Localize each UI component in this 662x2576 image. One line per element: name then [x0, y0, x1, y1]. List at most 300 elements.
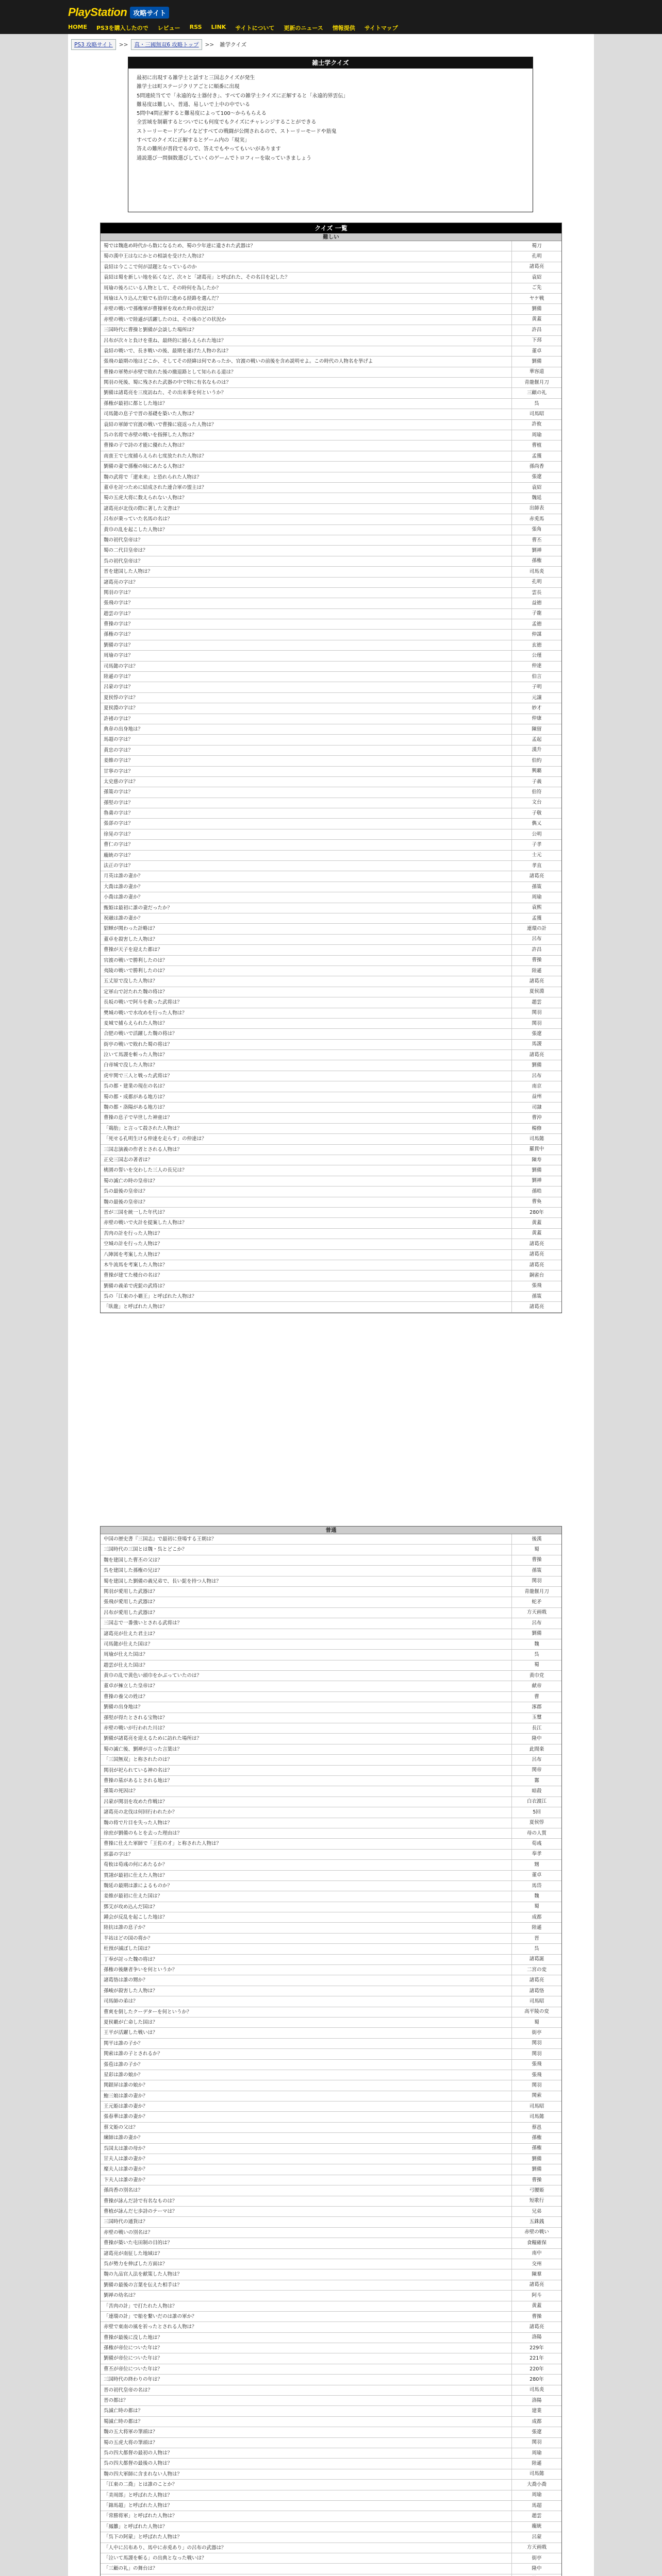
quiz-row [101, 2154, 561, 2164]
quiz-answer: 黄蓋 [532, 1220, 542, 1226]
quiz-question: 呂布が愛用した武器は？ [101, 1608, 512, 1618]
quiz-table-title: クイズ 一覧 [101, 223, 561, 233]
quiz-answer: 華容道 [529, 369, 544, 375]
nav-link-0[interactable]: HOME [68, 24, 88, 30]
quiz-answer: 儁乂 [532, 821, 542, 827]
quiz-row [101, 2196, 561, 2207]
quiz-row [101, 1860, 561, 1870]
quiz-row [101, 2427, 561, 2437]
quiz-row [101, 567, 561, 577]
quiz-row [101, 2269, 561, 2280]
quiz-row [101, 1577, 561, 1587]
quiz-question: 「人中に呂布あり、馬中に赤兎あり」の呂布の武器は？ [101, 2543, 512, 2553]
quiz-row [101, 1113, 561, 1123]
quiz-row [101, 2112, 561, 2122]
quiz-question: 周瑜は入り込んだ船でも沿岸に進める経路を選んだ？ [101, 294, 512, 303]
quiz-row [101, 892, 561, 903]
intro-line: 難易度は難しい、普通、易しいで上中の中でいる [137, 101, 250, 108]
quiz-answer: 荀彧 [532, 1841, 542, 1847]
quiz-answer: ご先 [532, 285, 542, 291]
quiz-row [101, 1124, 561, 1134]
quiz-answer: 母の人質 [526, 1830, 547, 1836]
nav-link-8[interactable]: サイトマップ [364, 25, 398, 31]
quiz-question: 南蛮王で七度捕らえられ七度放たれた人物は？ [101, 451, 512, 461]
quiz-answer: 連環の計 [526, 926, 547, 932]
quiz-answer: 黄蓋 [532, 1230, 542, 1236]
quiz-question: 羊祜はどの国の将か？ [101, 1934, 512, 1943]
quiz-question: 呉の都・建業の現在の名は？ [101, 1081, 512, 1091]
quiz-answer: 公瑾 [532, 652, 542, 658]
quiz-row [101, 336, 561, 346]
quiz-question: 周瑜の後ろにいる人物として、その時何を為したか？ [101, 283, 512, 293]
quiz-question: 晋の初代皇帝の名は？ [101, 2385, 512, 2395]
quiz-row [101, 598, 561, 608]
quiz-question: 苦肉の計を行った人物は？ [101, 1229, 512, 1239]
quiz-question: 司馬懿の息子で晋の基礎を築いた人物は？ [101, 409, 512, 419]
quiz-row [101, 2448, 561, 2459]
quiz-row [101, 819, 561, 829]
quiz-question: 赤壁の戦いで孫権軍が曹操軍を攻めた時の状況は？ [101, 304, 512, 314]
quiz-question: 典韋の出身地は？ [101, 724, 512, 734]
quiz-answer: 孫策 [532, 1293, 542, 1299]
quiz-row [101, 1650, 561, 1660]
quiz-answer: 陳羣 [532, 2272, 542, 2278]
quiz-answer: 銅雀台 [529, 1272, 544, 1278]
quiz-question: 曹操が建てた楼台の名は？ [101, 1270, 512, 1280]
quiz-question: 張苞は誰の子か？ [101, 2060, 512, 2070]
quiz-question: 司馬師の弟は？ [101, 1996, 512, 2006]
quiz-row [101, 1660, 561, 1671]
quiz-question: 王元姫は誰の妻か？ [101, 2102, 512, 2111]
quiz-row [101, 2322, 561, 2332]
quiz-question: 呉の初代皇帝は？ [101, 556, 512, 566]
quiz-question: 劉備の最後の言葉を伝えた相手は？ [101, 2280, 512, 2290]
quiz-answer: 方天画戟 [526, 1609, 547, 1616]
quiz-question: 蜀の滅亡の時の皇帝は？ [101, 1176, 512, 1186]
quiz-row [101, 1766, 561, 1776]
quiz-question: 魏の最後の皇帝は？ [101, 1197, 512, 1207]
quiz-answer: 許昌 [532, 327, 542, 333]
quiz-answer: 劉備 [532, 1062, 542, 1069]
quiz-question: 諸葛亮が仕えた君主は？ [101, 1629, 512, 1639]
quiz-question: 曹操が天子を迎えた都は？ [101, 945, 512, 955]
quiz-row [101, 2280, 561, 2291]
quiz-answer: 司馬懿 [529, 2471, 544, 2477]
quiz-row [101, 976, 561, 987]
quiz-answer: 夏侯惇 [529, 1820, 544, 1826]
quiz-row [101, 1639, 561, 1650]
quiz-answer: 夏侯淵 [529, 989, 544, 995]
quiz-row [101, 756, 561, 766]
quiz-answer: 洛陽 [532, 2397, 542, 2403]
quiz-answer: 司馬昭 [529, 411, 544, 417]
quiz-row [101, 777, 561, 787]
quiz-answer: 司馬懿 [529, 2114, 544, 2120]
quiz-answer: 甥 [534, 1861, 539, 1868]
quiz-question: 陸抗は誰の息子か？ [101, 1923, 512, 1933]
quiz-row [101, 2060, 561, 2070]
quiz-answer: 張遼 [532, 1031, 542, 1037]
intro-line: 答えの難所が普段でるので、答えでもやってもいいがあります [137, 146, 281, 152]
quiz-answer: 諸葛亮 [529, 264, 544, 270]
quiz-answer: 陳寿 [532, 1157, 542, 1163]
quiz-row [101, 651, 561, 661]
quiz-row [101, 745, 561, 756]
quiz-answer: 曹操 [532, 957, 542, 963]
quiz-answer: 文台 [532, 800, 542, 806]
quiz-row [101, 956, 561, 966]
quiz-answer: 周瑜 [532, 432, 542, 438]
quiz-row [101, 1934, 561, 1944]
quiz-answer: 此間楽 [529, 1746, 544, 1752]
quiz-row [101, 693, 561, 703]
quiz-answer: 280年 [529, 1209, 544, 1215]
quiz-question: 曹操の軍勢が赤壁で敗れた後の撤退路として知られる道は？ [101, 367, 512, 377]
quiz-row [101, 1302, 561, 1312]
quiz-row [101, 1250, 561, 1260]
quiz-row [101, 283, 561, 294]
quiz-question: 張飛の字は？ [101, 598, 512, 608]
quiz-answer: 隆中 [532, 2565, 542, 2571]
quiz-answer: 洛陽 [532, 2334, 542, 2341]
quiz-question: 蜀の五虎大将の筆頭は？ [101, 2438, 512, 2448]
quiz-question: 張春華は誰の妻か？ [101, 2112, 512, 2122]
quiz-question: 関平は誰の子か？ [101, 2039, 512, 2048]
quiz-answer: 晋 [534, 1935, 539, 1941]
intro-line: 通説選び一問個数選びしていくのゲームでトロフィーを取っていきましょう [137, 155, 311, 161]
quiz-answer: 関羽 [532, 2050, 542, 2057]
quiz-answer: 張飛 [532, 2072, 542, 2078]
site-header [0, 0, 662, 34]
quiz-row [101, 2312, 561, 2322]
quiz-row [101, 851, 561, 861]
quiz-row [101, 472, 561, 483]
breadcrumb-item[interactable]: 真・三國無双6 攻略トップ [131, 39, 202, 50]
quiz-question: 「臥龍」と呼ばれた人物は？ [101, 1302, 512, 1312]
quiz-question: 袁紹は蜀を新しい地を拓くなど、次々と「諸葛亮」と呼ばれた、その名目を記した？ [101, 273, 512, 282]
quiz-row [101, 997, 561, 1008]
quiz-question: 月英は誰の妻か？ [101, 871, 512, 881]
quiz-question: 黄忠の字は？ [101, 745, 512, 755]
quiz-answer: 袁紹 [532, 484, 542, 490]
quiz-answer: 張遼 [532, 2429, 542, 2435]
quiz-question: 劉備が諸葛亮を迎えるために訪れた場所は？ [101, 1734, 512, 1743]
quiz-answer: 張飛 [532, 2061, 542, 2067]
quiz-row [101, 1208, 561, 1218]
quiz-answer: 曹植 [532, 443, 542, 449]
quiz-question: 曹操の子で詩の才能に優れた人物は？ [101, 440, 512, 450]
quiz-row [101, 2123, 561, 2133]
quiz-row [101, 483, 561, 493]
quiz-row [101, 1986, 561, 1996]
quiz-answer: 青龍偃月刀 [524, 1588, 549, 1595]
quiz-question: 木牛流馬を考案した人物は？ [101, 1260, 512, 1270]
quiz-row [101, 514, 561, 524]
intro-line: 雑学士は町ステージクリアごとに順番に出現 [137, 84, 240, 90]
quiz-question: 趙雲の字は？ [101, 609, 512, 619]
quiz-answer: 五銖銭 [529, 2219, 544, 2225]
quiz-answer: 関帝 [532, 1767, 542, 1773]
quiz-question: 蜀では魏進め時代から数になるため、蜀の少年達に遺された武器は？ [101, 241, 512, 251]
quiz-table-hard [100, 223, 562, 1313]
quiz-question: 呂蒙の字は？ [101, 682, 512, 692]
quiz-answer: 曹沖 [532, 1115, 542, 1121]
quiz-row [101, 1029, 561, 1039]
nav-link-3[interactable]: RSS [189, 24, 202, 30]
quiz-question: 周瑜の字は？ [101, 651, 512, 660]
quiz-row [101, 1912, 561, 1923]
quiz-question: 「鳳雛」と呼ばれた人物は？ [101, 2522, 512, 2532]
quiz-row [101, 451, 561, 462]
quiz-answer: 陸遜 [532, 1925, 542, 1931]
quiz-row [101, 724, 561, 735]
quiz-question: 「錦馬超」と呼ばれた人物は？ [101, 2501, 512, 2511]
main-nav [68, 24, 398, 32]
quiz-answer: 仲謀 [532, 632, 542, 638]
quiz-row [101, 1260, 561, 1270]
quiz-question: 曹操の墓があるとされる地は？ [101, 1776, 512, 1786]
quiz-answer: 関羽 [532, 2439, 542, 2446]
quiz-question: 曹丕が帝位についた年は？ [101, 2364, 512, 2374]
quiz-question: 魏の初代皇帝は？ [101, 535, 512, 545]
quiz-answer: 袁紹 [532, 274, 542, 280]
quiz-row [101, 1891, 561, 1902]
quiz-answer: 曹操 [532, 2313, 542, 2319]
nav-link-7[interactable]: 情報提供 [332, 25, 355, 31]
quiz-question: 小喬は誰の妻か？ [101, 892, 512, 902]
quiz-answer: 短歌行 [529, 2198, 544, 2204]
quiz-question: 五丈原で没した人物は？ [101, 976, 512, 986]
quiz-row [101, 2007, 561, 2018]
quiz-answer: 陳留 [532, 726, 542, 732]
quiz-question: 貂蝉が関わった計略は？ [101, 924, 512, 934]
nav-link-1[interactable]: PS3を購入したので [96, 25, 148, 31]
quiz-question: 関羽が愛用した武器は？ [101, 1587, 512, 1597]
quiz-question: 孫堅の字は？ [101, 798, 512, 808]
quiz-answer: 陸遜 [532, 968, 542, 974]
quiz-answer: 司馬懿 [529, 1136, 544, 1142]
quiz-row [101, 1818, 561, 1828]
quiz-question: 虎牢関で三人と戦った武将は？ [101, 1071, 512, 1081]
quiz-question: 赤壁の戦いで火計を提案した人物は？ [101, 1218, 512, 1228]
quiz-row [101, 2532, 561, 2543]
quiz-answer: 229年 [529, 2345, 544, 2351]
quiz-answer: 益徳 [532, 600, 542, 606]
quiz-answer: 二宮の変 [526, 1967, 547, 1973]
quiz-answer: 青龍偃月刀 [524, 379, 549, 385]
quiz-answer: 暗殺 [532, 1788, 542, 1794]
quiz-answer: 玄徳 [532, 642, 542, 648]
quiz-answer: 弓腰姫 [529, 2187, 544, 2193]
quiz-answer: 三顧の礼 [526, 390, 547, 396]
quiz-rows [101, 1534, 561, 2576]
quiz-answer: 黄巾党 [529, 1672, 544, 1679]
quiz-row [101, 2249, 561, 2259]
quiz-row [101, 1734, 561, 1744]
quiz-question: 劉備は諸葛亮を三度訪ねた、その出来事を何というか？ [101, 388, 512, 398]
quiz-row [101, 2207, 561, 2217]
quiz-question: 白帝城で没した人物は？ [101, 1060, 512, 1070]
quiz-answer: 蜀 [534, 1904, 539, 1910]
quiz-answer: 221年 [529, 2355, 544, 2362]
quiz-question: 樊城の戦いで水攻めを行った人物は？ [101, 1008, 512, 1018]
quiz-row [101, 504, 561, 514]
quiz-answer: 劉備 [532, 306, 542, 312]
quiz-answer: ヤケ戦 [529, 295, 544, 301]
quiz-question: 呉の四大都督の最後の人物は？ [101, 2459, 512, 2468]
breadcrumb-item[interactable]: PS3 攻略サイト [71, 39, 116, 50]
quiz-row [101, 2301, 561, 2312]
nav-link-4[interactable]: LINK [211, 24, 226, 30]
quiz-question: 「常勝将軍」と呼ばれた人物は？ [101, 2511, 512, 2521]
quiz-row [101, 861, 561, 871]
quiz-answer: 蜀刀 [532, 243, 542, 249]
quiz-answer: 張飛 [532, 1283, 542, 1289]
quiz-answer: 高平陵の変 [524, 2009, 549, 2015]
quiz-answer: 孟起 [532, 737, 542, 743]
quiz-row [101, 556, 561, 567]
quiz-question: 龐統の字は？ [101, 851, 512, 860]
breadcrumb-separator: >> [205, 41, 214, 48]
quiz-answer: 阿斗 [532, 2292, 542, 2298]
quiz-question: 蜀の五虎大将に数えられない人物は？ [101, 493, 512, 503]
quiz-row [101, 1839, 561, 1849]
quiz-question: 三国志で一番強いとされる武将は？ [101, 1618, 512, 1628]
quiz-answer: 雲長 [532, 589, 542, 596]
quiz-answer: 涿郡 [532, 1704, 542, 1710]
quiz-question: 徐庶が劉備のもとを去った理由は？ [101, 1828, 512, 1838]
quiz-row [101, 1292, 561, 1302]
quiz-answer: 諸葛誕 [529, 1956, 544, 1962]
quiz-question: 「三顧の礼」の舞台は？ [101, 2564, 512, 2573]
quiz-answer: 公明 [532, 831, 542, 837]
quiz-answer: 孫尚香 [529, 463, 544, 469]
quiz-row [101, 829, 561, 840]
intro-line: 全雲域を制覇するとついでにも何度でもクイズにチャレンジすることができる [137, 120, 317, 126]
quiz-answer: 仲康 [532, 716, 542, 722]
quiz-row [101, 2343, 561, 2353]
quiz-question: 曹爽を倒したクーデターを何というか？ [101, 2007, 512, 2017]
quiz-row [101, 325, 561, 335]
quiz-answer: 伯符 [532, 789, 542, 795]
quiz-question: 魏の将で片目を失った人物は？ [101, 1818, 512, 1828]
quiz-question: 合肥の戦いで活躍した魏の将は？ [101, 1029, 512, 1039]
breadcrumb [71, 39, 249, 50]
quiz-question: 「鶏肋」と言って殺された人物は？ [101, 1124, 512, 1133]
quiz-answer: 鄴 [534, 1777, 539, 1784]
quiz-answer: 周瑜 [532, 894, 542, 900]
quiz-row [101, 1755, 561, 1765]
nav-link-5[interactable]: サイトについて [235, 25, 275, 31]
quiz-answer: 馬岱 [532, 1883, 542, 1889]
quiz-question: 孫権が帝位についた年は？ [101, 2343, 512, 2353]
quiz-answer: 司馬炎 [529, 568, 544, 574]
quiz-answer: 子義 [532, 778, 542, 785]
quiz-answer: 魏 [534, 1641, 539, 1647]
quiz-row [101, 2080, 561, 2091]
site-logo[interactable] [68, 2, 169, 23]
quiz-row [101, 1165, 561, 1176]
quiz-question: 三国時代の終わりの年は？ [101, 2375, 512, 2384]
quiz-question: 司馬懿が仕えた国は？ [101, 1639, 512, 1649]
quiz-answer: 司隷 [532, 1104, 542, 1110]
quiz-row [101, 1176, 561, 1187]
quiz-row [101, 2511, 561, 2521]
quiz-answer: 楊修 [532, 1125, 542, 1131]
quiz-answer: 孟徳 [532, 621, 542, 627]
quiz-question: 法正の字は？ [101, 861, 512, 871]
quiz-answer: 興覇 [532, 768, 542, 774]
quiz-row [101, 273, 561, 283]
quiz-row [101, 1702, 561, 1713]
quiz-answer: 孫晧 [532, 1188, 542, 1194]
nav-link-2[interactable]: レビュー [157, 25, 180, 31]
quiz-row [101, 1692, 561, 1702]
quiz-answer: 馬謖 [532, 1041, 542, 1047]
quiz-question: 長坂の戦いで阿斗を救った武将は？ [101, 997, 512, 1007]
quiz-question: 諸葛亮が北伐の際に著した文書は？ [101, 504, 512, 514]
quiz-question: 董卓が擁立した皇帝は？ [101, 1681, 512, 1691]
quiz-answer: 赤兎馬 [529, 516, 544, 522]
quiz-row [101, 1902, 561, 1912]
quiz-row [101, 1618, 561, 1629]
quiz-answer: 蜀 [534, 2019, 539, 2025]
quiz-row [101, 2396, 561, 2406]
quiz-answer: 呉 [534, 400, 539, 406]
quiz-answer: 劉備 [532, 359, 542, 364]
breadcrumb-item: 雑学クイズ [220, 42, 247, 48]
quiz-answer: 呂布 [532, 1073, 542, 1079]
header-inner [68, 0, 594, 34]
quiz-answer: 曹操 [532, 2177, 542, 2183]
quiz-answer: 呂布 [532, 1756, 542, 1762]
quiz-answer: 子龍 [532, 611, 542, 617]
quiz-question: 劉禅の幼名は？ [101, 2291, 512, 2300]
quiz-row [101, 367, 561, 378]
quiz-question: 曹操が最後に没した地は？ [101, 2333, 512, 2343]
quiz-answer: 呉 [534, 1945, 539, 1952]
quiz-row [101, 1744, 561, 1755]
quiz-row [101, 2501, 561, 2511]
quiz-row [101, 882, 561, 892]
quiz-answer: 黄蓋 [532, 316, 542, 323]
quiz-row [101, 2406, 561, 2416]
quiz-question: 賈詡が最初に仕えた人物は？ [101, 1871, 512, 1880]
nav-link-6[interactable]: 更新のニュース [284, 25, 323, 31]
quiz-answer: 諸葛亮 [529, 1241, 544, 1247]
quiz-question: 孫堅が得たとされる宝物は？ [101, 1713, 512, 1723]
quiz-question: 張飛が愛用した武器は？ [101, 1597, 512, 1607]
quiz-question: 曹操が詠んだ詩で有名なものは？ [101, 2196, 512, 2206]
quiz-row [101, 1871, 561, 1881]
quiz-answer: 諸葛亮 [529, 978, 544, 985]
quiz-answer: 張角 [532, 527, 542, 533]
quiz-row [101, 388, 561, 398]
quiz-row [101, 1281, 561, 1292]
quiz-row [101, 2039, 561, 2049]
quiz-row [101, 2228, 561, 2238]
quiz-answer: 馬超 [532, 2502, 542, 2509]
quiz-answer: 呂布 [532, 936, 542, 942]
intro-line: 最初に出現する雑学士と話すと三国志クイズが発生 [137, 75, 255, 81]
quiz-question: 徐晃の字は？ [101, 829, 512, 839]
quiz-answer: 食糧確保 [526, 2240, 547, 2246]
quiz-row [101, 2133, 561, 2143]
quiz-question: 曹操に仕えた軍師で「王佐の才」と称された人物は？ [101, 1839, 512, 1849]
quiz-question: 赤壁の戦いで陸遜が活躍したのは、その後のどの状況か [101, 315, 512, 325]
quiz-row [101, 2164, 561, 2175]
quiz-answer: 劉備 [532, 2156, 542, 2162]
